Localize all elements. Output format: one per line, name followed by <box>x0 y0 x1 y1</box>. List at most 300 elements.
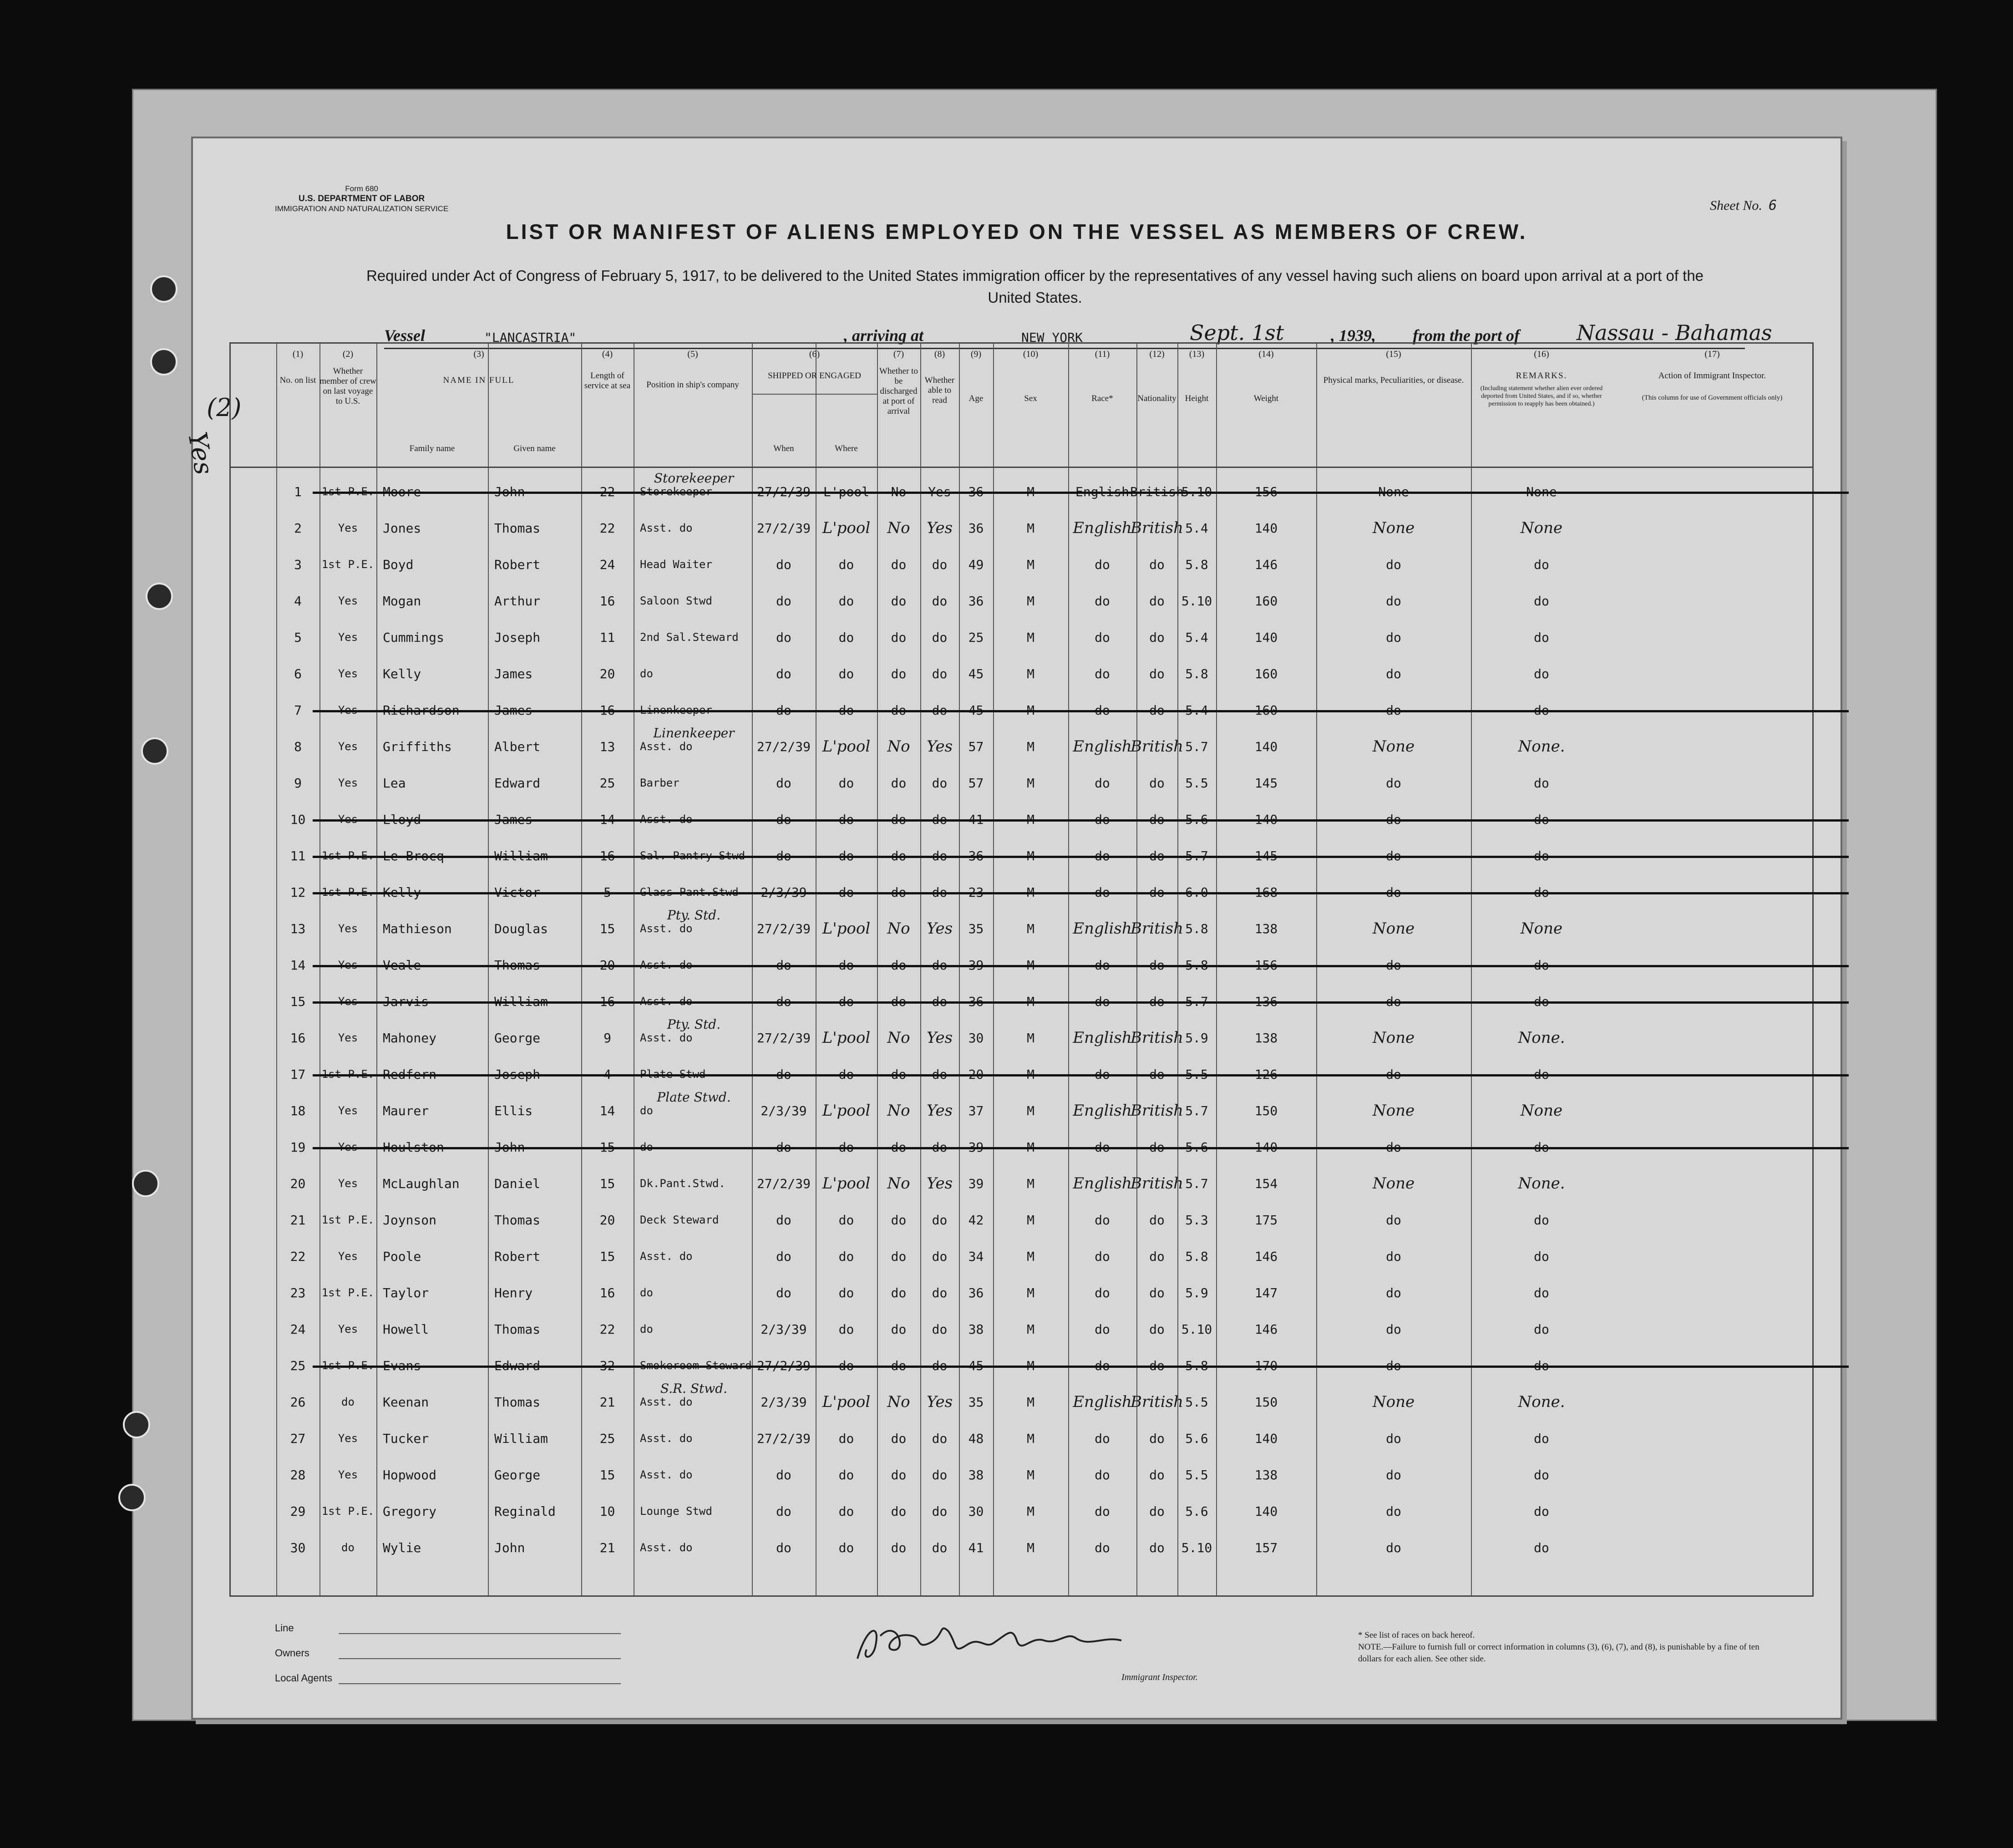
cell-prev: Yes <box>338 631 358 644</box>
cell-race: English <box>1073 519 1132 537</box>
col-num: (6) <box>809 349 820 359</box>
cell-no: 14 <box>290 957 306 973</box>
table-row <box>231 874 1812 910</box>
cell-disch: do <box>891 1212 907 1228</box>
cell-nat: British <box>1131 519 1183 537</box>
cell-given: Robert <box>494 1249 541 1264</box>
cell-family: Gregory <box>383 1503 437 1519</box>
cell-read: do <box>932 666 948 681</box>
table-row <box>231 1381 1812 1420</box>
cell-nat: do <box>1149 702 1165 718</box>
cell-height: 5.8 <box>1185 921 1208 936</box>
cell-weight: 147 <box>1254 1285 1278 1300</box>
col-num: (15) <box>1386 349 1401 359</box>
cell-position: Asst. do <box>640 740 693 753</box>
cell-weight: 160 <box>1254 666 1278 681</box>
cell-height: 5.10 <box>1181 1321 1212 1337</box>
cell-where: do <box>838 775 854 791</box>
cell-given: William <box>494 1431 548 1446</box>
cell-no: 3 <box>294 557 302 572</box>
col-num: (9) <box>970 349 982 359</box>
cell-sex: M <box>1027 1176 1034 1191</box>
cell-where: L'pool <box>822 1174 871 1193</box>
strike-line <box>313 856 1849 858</box>
cell-nat: British <box>1131 919 1183 938</box>
cell-when: 27/2/39 <box>756 739 811 754</box>
from-port: Nassau - Bahamas <box>1577 320 1772 345</box>
cell-age: 41 <box>968 1540 984 1555</box>
cell-phys: None <box>1372 1029 1415 1047</box>
cell-rem: None. <box>1518 1174 1565 1193</box>
cell-length: 32 <box>599 1358 615 1373</box>
cell-height: 5.9 <box>1185 1030 1208 1046</box>
cell-rem: do <box>1534 957 1549 973</box>
cell-length: 16 <box>599 848 615 863</box>
cell-phys: None <box>1372 1393 1415 1411</box>
cell-where: do <box>838 848 854 863</box>
cell-when: do <box>776 775 791 791</box>
cell-disch: do <box>891 630 907 645</box>
cell-race: do <box>1095 848 1110 863</box>
cell-rem: do <box>1534 994 1549 1009</box>
cell-sex: M <box>1027 1431 1034 1446</box>
cell-no: 22 <box>290 1249 306 1264</box>
cell-race: do <box>1095 1540 1110 1555</box>
cell-weight: 126 <box>1254 1066 1278 1082</box>
arrival-date: Sept. 1st <box>1190 320 1284 345</box>
cell-read: do <box>932 1540 948 1555</box>
cell-read: do <box>932 1249 948 1264</box>
cell-read: do <box>932 702 948 718</box>
cell-age: 37 <box>968 1103 984 1118</box>
cell-read: Yes <box>926 1102 953 1120</box>
cell-no: 18 <box>290 1103 306 1118</box>
col-num: (10) <box>1023 349 1039 359</box>
cell-weight: 175 <box>1254 1212 1278 1228</box>
cell-read: Yes <box>926 1174 953 1193</box>
cell-disch: do <box>891 1321 907 1337</box>
cell-nat: do <box>1149 666 1165 681</box>
cell-no: 6 <box>294 666 302 681</box>
cell-position: do <box>640 1141 653 1153</box>
cell-no: 25 <box>290 1358 306 1373</box>
cell-weight: 160 <box>1254 593 1278 609</box>
cell-position: do <box>640 667 653 680</box>
table-row <box>231 692 1812 728</box>
cell-prev: Yes <box>338 594 358 607</box>
cell-phys: do <box>1386 812 1401 827</box>
cell-when: do <box>776 593 791 609</box>
cell-position: Asst. do <box>640 813 693 826</box>
cell-rem: None <box>1520 1102 1563 1120</box>
cell-nat: do <box>1149 1139 1165 1155</box>
table-row <box>231 1202 1812 1238</box>
cell-race: English <box>1073 1174 1132 1193</box>
cell-age: 38 <box>968 1467 984 1482</box>
header-remarks-note: (Including statement whether alien ever ordered deported from United States, and if so, whether permission to reapply has been obtained.) <box>1480 385 1603 407</box>
cell-race: English <box>1073 919 1132 938</box>
cell-family: Jones <box>383 520 421 536</box>
cell-sex: M <box>1027 557 1034 572</box>
cell-family: Kelly <box>383 666 421 681</box>
cell-height: 5.5 <box>1185 1467 1208 1482</box>
cell-sex: M <box>1027 812 1034 827</box>
sheet-number <box>1710 198 1777 213</box>
cell-nat: do <box>1149 630 1165 645</box>
cell-race: do <box>1095 1467 1110 1482</box>
table-row <box>231 1056 1812 1092</box>
cell-race: do <box>1095 1358 1110 1373</box>
cell-given: John <box>494 484 525 499</box>
cell-race: English <box>1073 737 1132 756</box>
cell-age: 41 <box>968 812 984 827</box>
cell-disch: No <box>891 484 907 499</box>
cell-length: 25 <box>599 775 615 791</box>
cell-age: 39 <box>968 1139 984 1155</box>
cell-no: 21 <box>290 1212 306 1228</box>
table-row <box>231 1238 1812 1274</box>
table-row <box>231 1016 1812 1056</box>
cell-position: Asst. do <box>640 922 693 935</box>
cell-position-handwritten: S.R. Stwd. <box>660 1381 728 1396</box>
cell-where: do <box>838 630 854 645</box>
cell-nat: do <box>1149 1503 1165 1519</box>
cell-prev: 1st P.E. <box>321 558 375 571</box>
header-given-name: Given name <box>513 444 556 453</box>
cell-length: 25 <box>599 1431 615 1446</box>
cell-given: Thomas <box>494 1321 541 1337</box>
col-num: (4) <box>602 349 613 359</box>
cell-age: 23 <box>968 884 984 900</box>
page-subtitle: Required under Act of Congress of February 5, 1917, to be delivered to the United States immigration officer by the representatives of any vessel having such aliens on board upon arrival at a port of the United States. <box>366 267 1704 306</box>
cell-where: L'pool <box>822 919 871 938</box>
header-whether-member: Whether member of crew on last voyage to U.S. <box>319 366 376 406</box>
cell-height: 5.8 <box>1185 1249 1208 1264</box>
binder-hole <box>132 1170 159 1197</box>
cell-when: do <box>776 812 791 827</box>
cell-prev: Yes <box>338 1323 358 1335</box>
cell-no: 20 <box>290 1176 306 1191</box>
inspector-signature <box>848 1618 1131 1668</box>
cell-height: 5.7 <box>1185 739 1208 754</box>
cell-where: do <box>838 812 854 827</box>
cell-phys: do <box>1386 1540 1401 1555</box>
footer-owners-field <box>339 1658 621 1659</box>
cell-family: Taylor <box>383 1285 429 1300</box>
footer-line-field <box>339 1633 621 1634</box>
table-row <box>231 725 1812 765</box>
table-row <box>231 947 1812 983</box>
cell-disch: No <box>887 1174 910 1193</box>
cell-prev: Yes <box>338 922 358 935</box>
cell-weight: 140 <box>1254 739 1278 754</box>
cell-weight: 140 <box>1254 1503 1278 1519</box>
cell-read: Yes <box>926 737 953 756</box>
header-where: Where <box>835 444 858 453</box>
cell-height: 5.6 <box>1185 1139 1208 1155</box>
from-port-label: from the port of <box>1413 326 1520 345</box>
footer <box>229 1609 1804 1700</box>
cell-position: Plate Stwd <box>640 1068 706 1081</box>
cell-no: 30 <box>290 1540 306 1555</box>
cell-family: McLaughlan <box>383 1176 460 1191</box>
cell-given: John <box>494 1139 525 1155</box>
cell-prev: Yes <box>338 1177 358 1190</box>
cell-weight: 150 <box>1254 1103 1278 1118</box>
cell-rem: do <box>1534 1139 1549 1155</box>
cell-rem: do <box>1534 666 1549 681</box>
cell-rem: None <box>1526 484 1557 499</box>
cell-prev: Yes <box>338 1141 358 1153</box>
cell-nat: do <box>1149 593 1165 609</box>
cell-prev: 1st P.E. <box>321 1286 375 1299</box>
cell-age: 35 <box>968 1394 984 1410</box>
cell-race: English <box>1075 484 1129 499</box>
cell-read: do <box>932 812 948 827</box>
cell-where: L'pool <box>822 737 871 756</box>
cell-disch: do <box>891 1503 907 1519</box>
cell-position: Asst. do <box>640 1541 693 1554</box>
cell-length: 9 <box>603 1030 611 1046</box>
cell-where: do <box>838 666 854 681</box>
cell-phys: do <box>1386 994 1401 1009</box>
table-row <box>231 546 1812 583</box>
cell-age: 36 <box>968 593 984 609</box>
cell-nat: do <box>1149 1285 1165 1300</box>
cell-sex: M <box>1027 848 1034 863</box>
cell-family: Keenan <box>383 1394 429 1410</box>
cell-race: do <box>1095 1285 1110 1300</box>
cell-height: 5.4 <box>1185 520 1208 536</box>
cell-length: 22 <box>599 484 615 499</box>
cell-weight: 156 <box>1254 484 1278 499</box>
inspector-label: Immigrant Inspector. <box>1121 1672 1198 1682</box>
cell-phys: do <box>1386 557 1401 572</box>
cell-phys: None <box>1372 519 1415 537</box>
cell-weight: 168 <box>1254 884 1278 900</box>
cell-given: William <box>494 994 548 1009</box>
cell-when: do <box>776 702 791 718</box>
cell-rem: None <box>1520 919 1563 938</box>
col-num: (5) <box>687 349 698 359</box>
cell-read: do <box>932 630 948 645</box>
cell-nat: do <box>1149 1358 1165 1373</box>
cell-position-handwritten: Storekeeper <box>654 470 734 486</box>
cell-prev: Yes <box>338 813 358 826</box>
cell-where: L'pool <box>822 519 871 537</box>
cell-disch: do <box>891 812 907 827</box>
cell-read: do <box>932 957 948 973</box>
cell-where: do <box>838 1503 854 1519</box>
cell-height: 5.5 <box>1185 1066 1208 1082</box>
cell-when: do <box>776 666 791 681</box>
cell-no: 10 <box>290 812 306 827</box>
cell-height: 5.8 <box>1185 557 1208 572</box>
cell-where: do <box>838 593 854 609</box>
table-row <box>231 470 1812 510</box>
cell-prev: 1st P.E. <box>321 1505 375 1518</box>
cell-rem: do <box>1534 1285 1549 1300</box>
table-row <box>231 838 1812 874</box>
cell-sex: M <box>1027 1285 1034 1300</box>
cell-weight: 157 <box>1254 1540 1278 1555</box>
cell-race: do <box>1095 1249 1110 1264</box>
strike-line <box>313 1074 1849 1076</box>
cell-phys: do <box>1386 1431 1401 1446</box>
cell-length: 16 <box>599 994 615 1009</box>
cell-family: Howell <box>383 1321 429 1337</box>
cell-length: 11 <box>599 630 615 645</box>
cell-height: 5.5 <box>1185 775 1208 791</box>
cell-read: do <box>932 775 948 791</box>
cell-disch: do <box>891 1285 907 1300</box>
cell-given: James <box>494 666 533 681</box>
sheet-number-label: Sheet No. <box>1709 198 1762 213</box>
cell-prev: Yes <box>338 995 358 1008</box>
cell-weight: 145 <box>1254 848 1278 863</box>
cell-read: do <box>932 994 948 1009</box>
cell-where: do <box>838 1139 854 1155</box>
cell-race: English <box>1073 1393 1132 1411</box>
cell-weight: 150 <box>1254 1394 1278 1410</box>
cell-when: 27/2/39 <box>756 520 811 536</box>
cell-race: English <box>1073 1029 1132 1047</box>
cell-when: do <box>776 1139 791 1155</box>
cell-age: 20 <box>968 1066 984 1082</box>
cell-length: 20 <box>599 666 615 681</box>
cell-nat: do <box>1149 812 1165 827</box>
cell-when: do <box>776 1503 791 1519</box>
cell-race: do <box>1095 812 1110 827</box>
strike-line <box>313 892 1849 894</box>
footer-owners-label: Owners <box>275 1647 309 1659</box>
cell-prev: Yes <box>338 959 358 971</box>
header-age: Age <box>968 394 984 403</box>
form-label <box>275 184 448 214</box>
cell-height: 5.4 <box>1185 702 1208 718</box>
cell-sex: M <box>1027 1358 1034 1373</box>
cell-sex: M <box>1027 739 1034 754</box>
cell-race: do <box>1095 884 1110 900</box>
cell-phys: do <box>1386 666 1401 681</box>
cell-phys: do <box>1386 630 1401 645</box>
table-row <box>231 1311 1812 1347</box>
cell-nat: British <box>1131 1029 1183 1047</box>
cell-length: 14 <box>599 1103 615 1118</box>
cell-when: 27/2/39 <box>756 1030 811 1046</box>
cell-disch: No <box>887 1102 910 1120</box>
cell-no: 24 <box>290 1321 306 1337</box>
cell-when: do <box>776 1540 791 1555</box>
cell-given: Edward <box>494 775 541 791</box>
cell-age: 45 <box>968 1358 984 1373</box>
cell-race: do <box>1095 994 1110 1009</box>
cell-family: Lloyd <box>383 812 421 827</box>
cell-nat: do <box>1149 957 1165 973</box>
service-name: IMMIGRATION AND NATURALIZATION SERVICE <box>275 204 449 213</box>
cell-when: do <box>776 848 791 863</box>
header-remarks: REMARKS. <box>1516 371 1567 381</box>
cell-length: 4 <box>603 1066 611 1082</box>
cell-weight: 146 <box>1254 557 1278 572</box>
cell-disch: do <box>891 994 907 1009</box>
cell-prev: do <box>341 1396 355 1408</box>
races-note: * See list of races on back hereof. <box>1358 1630 1475 1640</box>
vessel-label: Vessel <box>384 326 425 345</box>
cell-no: 23 <box>290 1285 306 1300</box>
cell-family: Evans <box>383 1358 421 1373</box>
cell-weight: 140 <box>1254 630 1278 645</box>
cell-height: 5.7 <box>1185 848 1208 863</box>
cell-where: do <box>838 1467 854 1482</box>
cell-disch: No <box>887 1393 910 1411</box>
cell-given: William <box>494 848 548 863</box>
cell-where: do <box>838 1285 854 1300</box>
cell-weight: 146 <box>1254 1321 1278 1337</box>
cell-when: do <box>776 1285 791 1300</box>
header-shipped-or-engaged: SHIPPED OR ENGAGED <box>768 371 861 381</box>
cell-when: 27/2/39 <box>756 921 811 936</box>
cell-read: do <box>932 1212 948 1228</box>
cell-no: 17 <box>290 1066 306 1082</box>
cell-given: Ellis <box>494 1103 533 1118</box>
cell-nat: British <box>1131 737 1183 756</box>
cell-rem: do <box>1534 1358 1549 1373</box>
cell-race: do <box>1095 557 1110 572</box>
manifest-table <box>229 342 1814 1597</box>
cell-race: do <box>1095 1139 1110 1155</box>
strike-line <box>313 710 1849 712</box>
cell-length: 16 <box>599 702 615 718</box>
cell-length: 5 <box>603 884 611 900</box>
cell-prev: do <box>341 1541 355 1554</box>
cell-position: do <box>640 1323 653 1335</box>
cell-length: 15 <box>599 921 615 936</box>
cell-nat: do <box>1149 1321 1165 1337</box>
cell-disch: do <box>891 1358 907 1373</box>
cell-nat: British <box>1131 1174 1183 1193</box>
cell-read: do <box>932 1503 948 1519</box>
cell-sex: M <box>1027 593 1034 609</box>
cell-position-handwritten: Pty. Std. <box>667 1016 721 1032</box>
cell-disch: do <box>891 1249 907 1264</box>
cell-disch: do <box>891 702 907 718</box>
cell-family: Veale <box>383 957 421 973</box>
arriving-port: NEW YORK <box>1021 330 1083 345</box>
table-row <box>231 1457 1812 1493</box>
cell-position-handwritten: Plate Stwd. <box>657 1089 731 1105</box>
cell-position: Head Waiter <box>640 558 712 571</box>
cell-read: do <box>932 1066 948 1082</box>
cell-prev: 1st P.E. <box>321 1359 375 1372</box>
cell-no: 11 <box>290 848 306 863</box>
cell-sex: M <box>1027 1103 1034 1118</box>
cell-no: 1 <box>294 484 302 499</box>
cell-given: John <box>494 1540 525 1555</box>
cell-disch: do <box>891 775 907 791</box>
cell-rem: do <box>1534 1431 1549 1446</box>
cell-length: 16 <box>599 1285 615 1300</box>
cell-when: 2/3/39 <box>761 1321 807 1337</box>
header-name-in-full: NAME IN FULL <box>443 376 515 385</box>
cell-sex: M <box>1027 921 1034 936</box>
header-able-to-read: Whether able to read <box>924 376 955 405</box>
cell-length: 24 <box>599 557 615 572</box>
cell-position: Linenkeeper <box>640 704 712 716</box>
fine-note: NOTE.—Failure to furnish full or correct information in columns (3), (6), (7), and (8), is punishable by a fine of ten dollars for each alien. See other side. <box>1358 1642 1759 1664</box>
cell-disch: do <box>891 557 907 572</box>
cell-no: 15 <box>290 994 306 1009</box>
